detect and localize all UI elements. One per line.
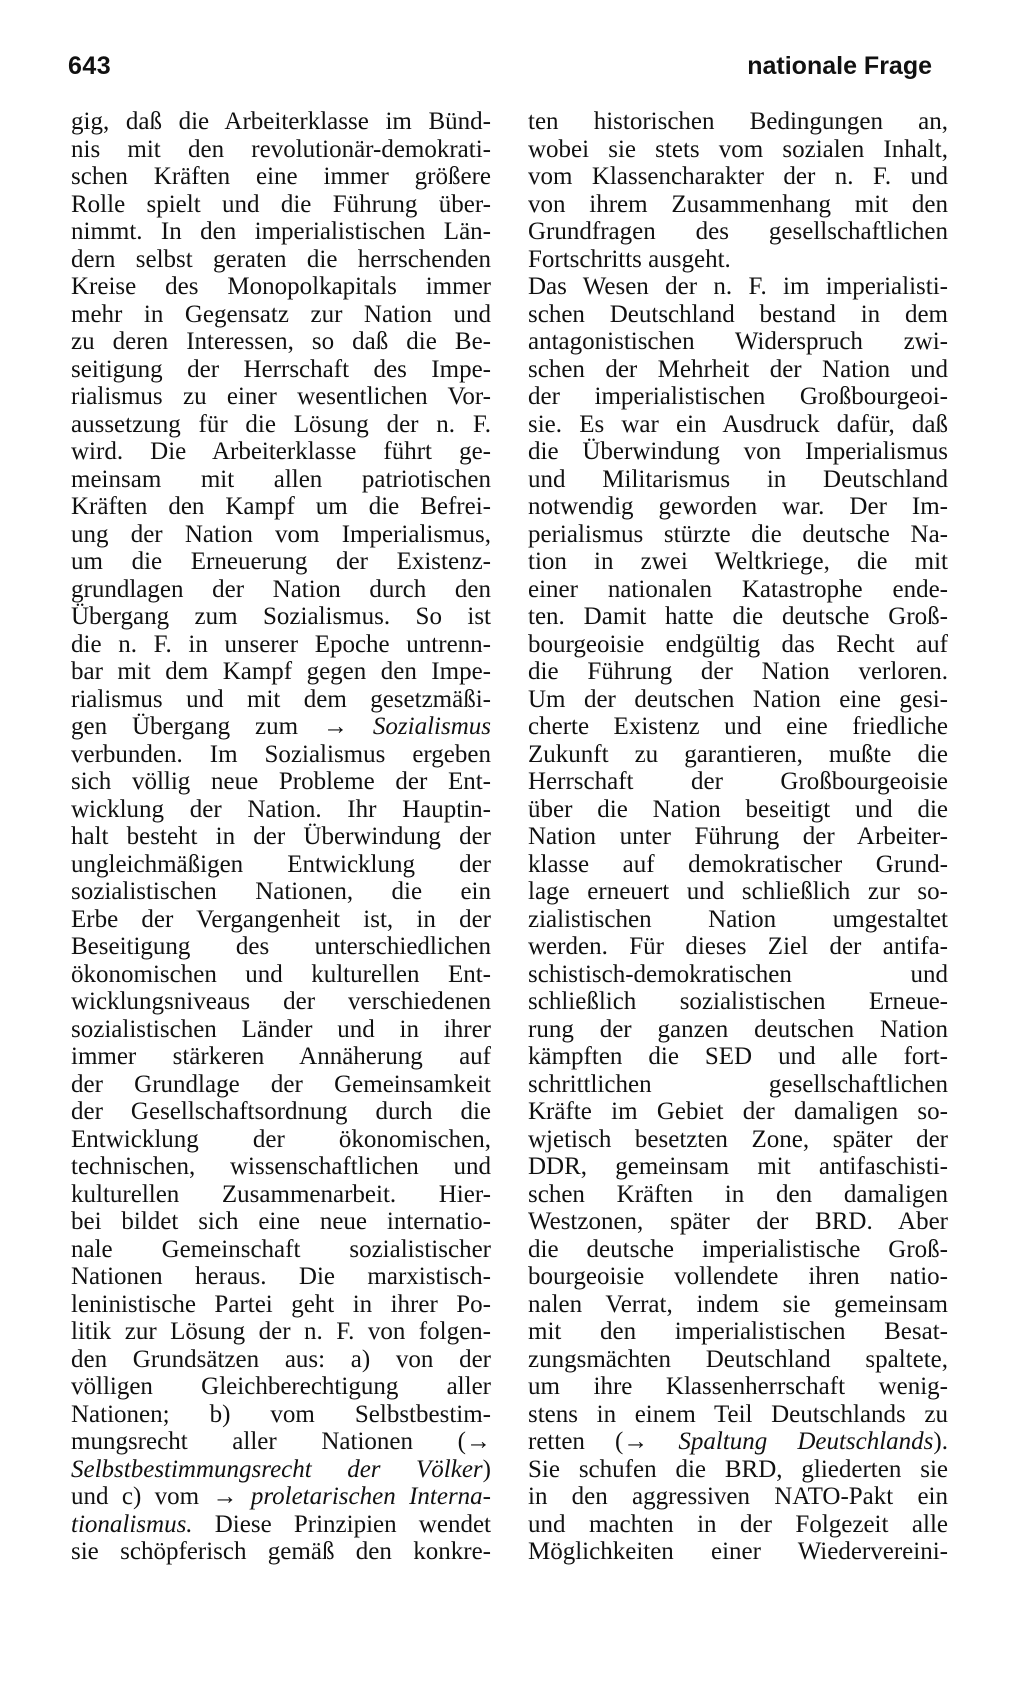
- text-line: [71, 1043, 491, 1071]
- text-run: leninistische Partei geht in ihrer Po-: [71, 1290, 491, 1318]
- text-run: ten. Damit hatte die deutsche Groß-: [528, 603, 948, 630]
- text-line: [71, 1208, 491, 1236]
- text-line: [528, 713, 948, 741]
- text-run: Nationen; b) vom Selbstbestim-: [71, 1400, 491, 1428]
- text-run: bei bildet sich eine neue internatio-: [71, 1208, 491, 1235]
- text-run: sie schöpferisch gemäß den konkre-: [71, 1538, 491, 1565]
- text-line: [528, 136, 948, 164]
- text-line: [528, 906, 948, 934]
- text-run: Kreise des Monopolkapitals immer: [71, 273, 491, 300]
- text-line: [528, 796, 948, 824]
- text-run: werden. Für dieses Ziel der antifa-: [528, 933, 948, 960]
- text-line: [71, 933, 491, 961]
- text-line: [528, 548, 948, 576]
- text-line: [528, 521, 948, 549]
- text-run: einer nationalen Katastrophe ende-: [528, 575, 948, 603]
- text-run: Das Wesen der n. F. im imperialisti-: [528, 273, 948, 300]
- text-run: immer stärkeren Annäherung auf: [71, 1043, 491, 1070]
- text-run: Sie schufen die BRD, gliederten sie: [528, 1455, 948, 1483]
- text-line: [71, 328, 491, 356]
- text-run: die Führung der Nation verloren.: [528, 658, 948, 685]
- text-line: [528, 273, 948, 301]
- text-line: [71, 713, 491, 741]
- text-run: grundlagen der Nation durch den: [71, 575, 491, 603]
- text-run: und Militarismus in Deutschland: [528, 465, 948, 493]
- text-run: zu deren Interessen, so daß die Be-: [71, 328, 491, 355]
- text-line: [528, 191, 948, 219]
- text-run: ökonomischen und kulturellen Ent-: [71, 960, 491, 988]
- text-run: DDR, gemeinsam mit antifaschisti-: [528, 1153, 948, 1180]
- text-line: [528, 438, 948, 466]
- text-run: der Grundlage der Gemeinsamkeit: [71, 1070, 491, 1098]
- text-line: [71, 246, 491, 274]
- text-run: sich völlig neue Probleme der Ent-: [71, 768, 491, 795]
- text-line: [71, 658, 491, 686]
- text-line: [528, 1346, 948, 1374]
- text-line: [528, 246, 948, 274]
- cross-reference: → proletarischen Interna-: [212, 1483, 492, 1510]
- text-run: gig, daß die Arbeiterklasse im Bünd-: [71, 108, 491, 135]
- text-line: [71, 191, 491, 219]
- text-run: Beseitigung des unterschiedlichen: [71, 933, 491, 960]
- text-run: Übergang zum Sozialismus. So ist: [71, 603, 491, 630]
- text-line: [71, 548, 491, 576]
- text-line: [71, 521, 491, 549]
- text-run: sozialistischen Nationen, die ein: [71, 878, 491, 905]
- text-run: schrittlichen gesellschaftlichen: [528, 1070, 948, 1098]
- text-line: [528, 658, 948, 686]
- text-line: [528, 1098, 948, 1126]
- text-line: [528, 328, 948, 356]
- text-run: kulturellen Zusammenarbeit. Hier-: [71, 1180, 491, 1208]
- text-line: [71, 411, 491, 439]
- text-line: [528, 823, 948, 851]
- text-line: [528, 1456, 948, 1484]
- text-run: Grundfragen des gesellschaftlichen: [528, 218, 948, 245]
- text-run: nis mit den revolutionär-demokrati-: [71, 135, 491, 163]
- text-run: cherte Existenz und eine friedliche: [528, 713, 948, 740]
- text-run: notwendig geworden war. Der Im-: [528, 493, 948, 520]
- text-run: Herrschaft der Großbourgeoisie: [528, 768, 948, 795]
- text-line: [528, 411, 948, 439]
- text-run: Fortschritts ausgeht.: [528, 245, 731, 273]
- text-line: [528, 1126, 948, 1154]
- text-line: [528, 356, 948, 384]
- text-line: [528, 933, 948, 961]
- text-run: zialistischen Nation umgestaltet: [528, 905, 948, 933]
- text-line: [71, 768, 491, 796]
- text-line: [71, 1346, 491, 1374]
- text-run: völligen Gleichberechtigung aller: [71, 1373, 491, 1400]
- text-run: wicklung der Nation. Ihr Hauptin-: [71, 795, 491, 823]
- text-line: [528, 1318, 948, 1346]
- text-line: [71, 466, 491, 494]
- text-line: [528, 988, 948, 1016]
- text-run: retten (: [528, 1428, 624, 1455]
- text-line: [71, 1236, 491, 1264]
- text-line: [71, 1263, 491, 1291]
- text-line: [71, 851, 491, 879]
- text-line: [71, 988, 491, 1016]
- text-run: Um der deutschen Nation eine gesi-: [528, 685, 948, 713]
- text-run: aussetzung für die Lösung der n. F.: [71, 410, 491, 438]
- text-run: bourgeoisie vollendete ihren natio-: [528, 1263, 948, 1290]
- text-line: [71, 301, 491, 329]
- text-line: [528, 1511, 948, 1539]
- text-line: [528, 1043, 948, 1071]
- text-line: [528, 301, 948, 329]
- cross-reference: tionalismus.: [71, 1510, 193, 1538]
- text-line: [528, 1373, 948, 1401]
- text-line: [71, 108, 491, 136]
- text-line: [71, 1071, 491, 1099]
- text-run: wicklungsniveaus der verschiedenen: [71, 988, 491, 1015]
- text-line: [528, 1071, 948, 1099]
- text-run: Kräften den Kampf um die Befrei-: [71, 493, 491, 520]
- text-line: [71, 878, 491, 906]
- text-line: [71, 576, 491, 604]
- text-line: [71, 493, 491, 521]
- text-line: [71, 686, 491, 714]
- text-line: [528, 466, 948, 494]
- text-run: in den aggressiven NATO-Pakt ein: [528, 1483, 948, 1510]
- text-run: rung der ganzen deutschen Nation: [528, 1015, 948, 1043]
- text-line: [71, 961, 491, 989]
- text-run: sozialistischen Länder und in ihrer: [71, 1015, 491, 1043]
- text-line: [71, 1511, 491, 1539]
- text-line: [71, 603, 491, 631]
- text-run: Zukunft zu garantieren, mußte die: [528, 740, 948, 768]
- text-run: seitigung der Herrschaft des Impe-: [71, 355, 491, 383]
- text-run: um ihre Klassenherrschaft wenig-: [528, 1373, 948, 1400]
- text-line: [528, 768, 948, 796]
- text-run: sie. Es war ein Ausdruck dafür, daß: [528, 410, 948, 438]
- text-line: [71, 383, 491, 411]
- text-line: [528, 576, 948, 604]
- page-number: 643: [68, 52, 112, 80]
- text-line: [71, 136, 491, 164]
- text-line: [71, 1016, 491, 1044]
- text-run: ).: [933, 1428, 948, 1455]
- cross-reference: → Sozialismus: [323, 713, 491, 740]
- text-line: [528, 1401, 948, 1429]
- text-run: um die Erneuerung der Existenz-: [71, 548, 491, 575]
- text-line: [528, 631, 948, 659]
- text-run: schen Kräften in den damaligen: [528, 1180, 948, 1208]
- text-line: [528, 1016, 948, 1044]
- text-line: [528, 603, 948, 631]
- text-run: wobei sie stets vom sozialen Inhalt,: [528, 135, 948, 163]
- text-run: kämpften die SED und alle fort-: [528, 1043, 948, 1070]
- text-line: [528, 1428, 948, 1456]
- text-line: [528, 1538, 948, 1566]
- text-run: schen der Mehrheit der Nation und: [528, 355, 948, 383]
- text-line: [528, 1208, 948, 1236]
- text-line: [528, 1181, 948, 1209]
- text-run: die n. F. in unserer Epoche untrenn-: [71, 630, 491, 658]
- text-run: der Gesellschaftsordnung durch die: [71, 1098, 491, 1125]
- text-run: die Überwindung von Imperialismus: [528, 438, 948, 465]
- text-run: schen Kräften eine immer größere: [71, 163, 491, 190]
- text-run: halt besteht in der Überwindung der: [71, 823, 491, 850]
- text-line: [71, 1373, 491, 1401]
- text-line: [528, 383, 948, 411]
- text-run: bourgeoisie endgültig das Recht auf: [528, 630, 948, 658]
- text-run: und machten in der Folgezeit alle: [528, 1510, 948, 1538]
- text-run: schließlich sozialistischen Erneue-: [528, 988, 948, 1015]
- text-run: Nationen heraus. Die marxistisch-: [71, 1263, 491, 1290]
- text-run: antagonistischen Widerspruch zwi-: [528, 328, 948, 355]
- text-line: [528, 108, 948, 136]
- text-line: [71, 1126, 491, 1154]
- text-run: wird. Die Arbeiterklasse führt ge-: [71, 438, 491, 465]
- text-run: lage erneuert und schließlich zur so-: [528, 878, 948, 905]
- text-run: schistisch-demokratischen und: [528, 960, 948, 988]
- running-head: nationale Frage: [747, 52, 932, 80]
- text-line: [71, 906, 491, 934]
- text-run: Rolle spielt und die Führung über-: [71, 190, 491, 218]
- text-run: ung der Nation vom Imperialismus,: [71, 520, 491, 548]
- text-run: verbunden. Im Sozialismus ergeben: [71, 740, 491, 768]
- text-line: [71, 1538, 491, 1566]
- text-run: schen Deutschland bestand in dem: [528, 300, 948, 328]
- text-run: und c) vom: [71, 1483, 213, 1510]
- text-run: wjetisch besetzten Zone, später der: [528, 1125, 948, 1153]
- text-run: ungleichmäßigen Entwicklung der: [71, 850, 491, 878]
- text-run: nimmt. In den imperialistischen Län-: [71, 218, 491, 245]
- text-line: [71, 1098, 491, 1126]
- text-run: Entwicklung der ökonomischen,: [71, 1125, 491, 1153]
- text-run: Erbe der Vergangenheit ist, in der: [71, 905, 491, 933]
- text-line: [71, 1291, 491, 1319]
- text-run: klasse auf demokratischer Grund-: [528, 850, 948, 878]
- text-run: mehr in Gegensatz zur Nation und: [71, 300, 491, 328]
- text-line: [71, 1401, 491, 1429]
- text-line: [71, 1153, 491, 1181]
- text-run: die deutsche imperialistische Groß-: [528, 1235, 948, 1263]
- text-line: [71, 1318, 491, 1346]
- text-run: tion in zwei Weltkriege, die mit: [528, 548, 948, 575]
- text-run: den Grundsätzen aus: a) von der: [71, 1345, 491, 1373]
- text-run: rialismus zu einer wesentlichen Vor-: [71, 383, 491, 410]
- text-line: [71, 1456, 491, 1484]
- text-line: [528, 851, 948, 879]
- text-run: meinsam mit allen patriotischen: [71, 465, 491, 493]
- text-line: [528, 686, 948, 714]
- text-line: [528, 1236, 948, 1264]
- text-run: zungsmächten Deutschland spaltete,: [528, 1345, 948, 1373]
- text-line: [528, 961, 948, 989]
- text-run: stens in einem Teil Deutschlands zu: [528, 1400, 948, 1428]
- cross-reference: Selbstbestimmungsrecht der Völker: [71, 1455, 483, 1483]
- right-text-column: [528, 108, 948, 1566]
- text-line: [71, 1181, 491, 1209]
- text-run: vom Klassencharakter der n. F. und: [528, 163, 948, 190]
- text-line: [528, 741, 948, 769]
- text-run: bar mit dem Kampf gegen den Impe-: [71, 658, 491, 685]
- text-run: technischen, wissenschaftlichen und: [71, 1153, 491, 1180]
- text-run: der imperialistischen Großbourgeoi-: [528, 383, 948, 410]
- text-line: [71, 1428, 491, 1456]
- text-line: [71, 438, 491, 466]
- text-line: [71, 1483, 491, 1511]
- text-run: mungsrecht aller Nationen (→: [71, 1428, 491, 1455]
- text-run: litik zur Lösung der n. F. von folgen-: [71, 1318, 491, 1345]
- text-run: Diese Prinzipien wendet: [192, 1510, 491, 1538]
- text-run: Kräfte im Gebiet der damaligen so-: [528, 1098, 948, 1125]
- left-text-column: [71, 108, 491, 1566]
- text-line: [71, 796, 491, 824]
- text-line: [528, 493, 948, 521]
- text-line: [528, 1291, 948, 1319]
- text-line: [528, 1153, 948, 1181]
- text-run: nalen Verrat, indem sie gemeinsam: [528, 1290, 948, 1318]
- text-run: rialismus und mit dem gesetzmäßi-: [71, 685, 491, 713]
- text-line: [71, 218, 491, 246]
- text-line: [71, 356, 491, 384]
- cross-reference: → Spaltung Deutschlands: [623, 1428, 934, 1455]
- text-run: Westzonen, später der BRD. Aber: [528, 1208, 948, 1235]
- text-run: von ihrem Zusammenhang mit den: [528, 190, 948, 218]
- text-line: [528, 163, 948, 191]
- text-run: Nation unter Führung der Arbeiter-: [528, 823, 948, 850]
- text-line: [71, 163, 491, 191]
- text-run: Möglichkeiten einer Wiedervereini-: [528, 1538, 948, 1565]
- text-line: [528, 1483, 948, 1511]
- text-line: [528, 1263, 948, 1291]
- text-line: [71, 273, 491, 301]
- text-run: ten historischen Bedingungen an,: [528, 108, 948, 135]
- text-run: ): [482, 1455, 491, 1483]
- text-line: [528, 218, 948, 246]
- text-run: nale Gemeinschaft sozialistischer: [71, 1235, 491, 1263]
- text-line: [528, 878, 948, 906]
- text-line: [71, 631, 491, 659]
- text-run: dern selbst geraten die herrschenden: [71, 245, 491, 273]
- text-line: [71, 741, 491, 769]
- text-run: perialismus stürzte die deutsche Na-: [528, 520, 948, 548]
- text-run: gen Übergang zum: [71, 713, 323, 740]
- text-run: über die Nation beseitigt und die: [528, 795, 948, 823]
- text-line: [71, 823, 491, 851]
- text-run: mit den imperialistischen Besat-: [528, 1318, 948, 1345]
